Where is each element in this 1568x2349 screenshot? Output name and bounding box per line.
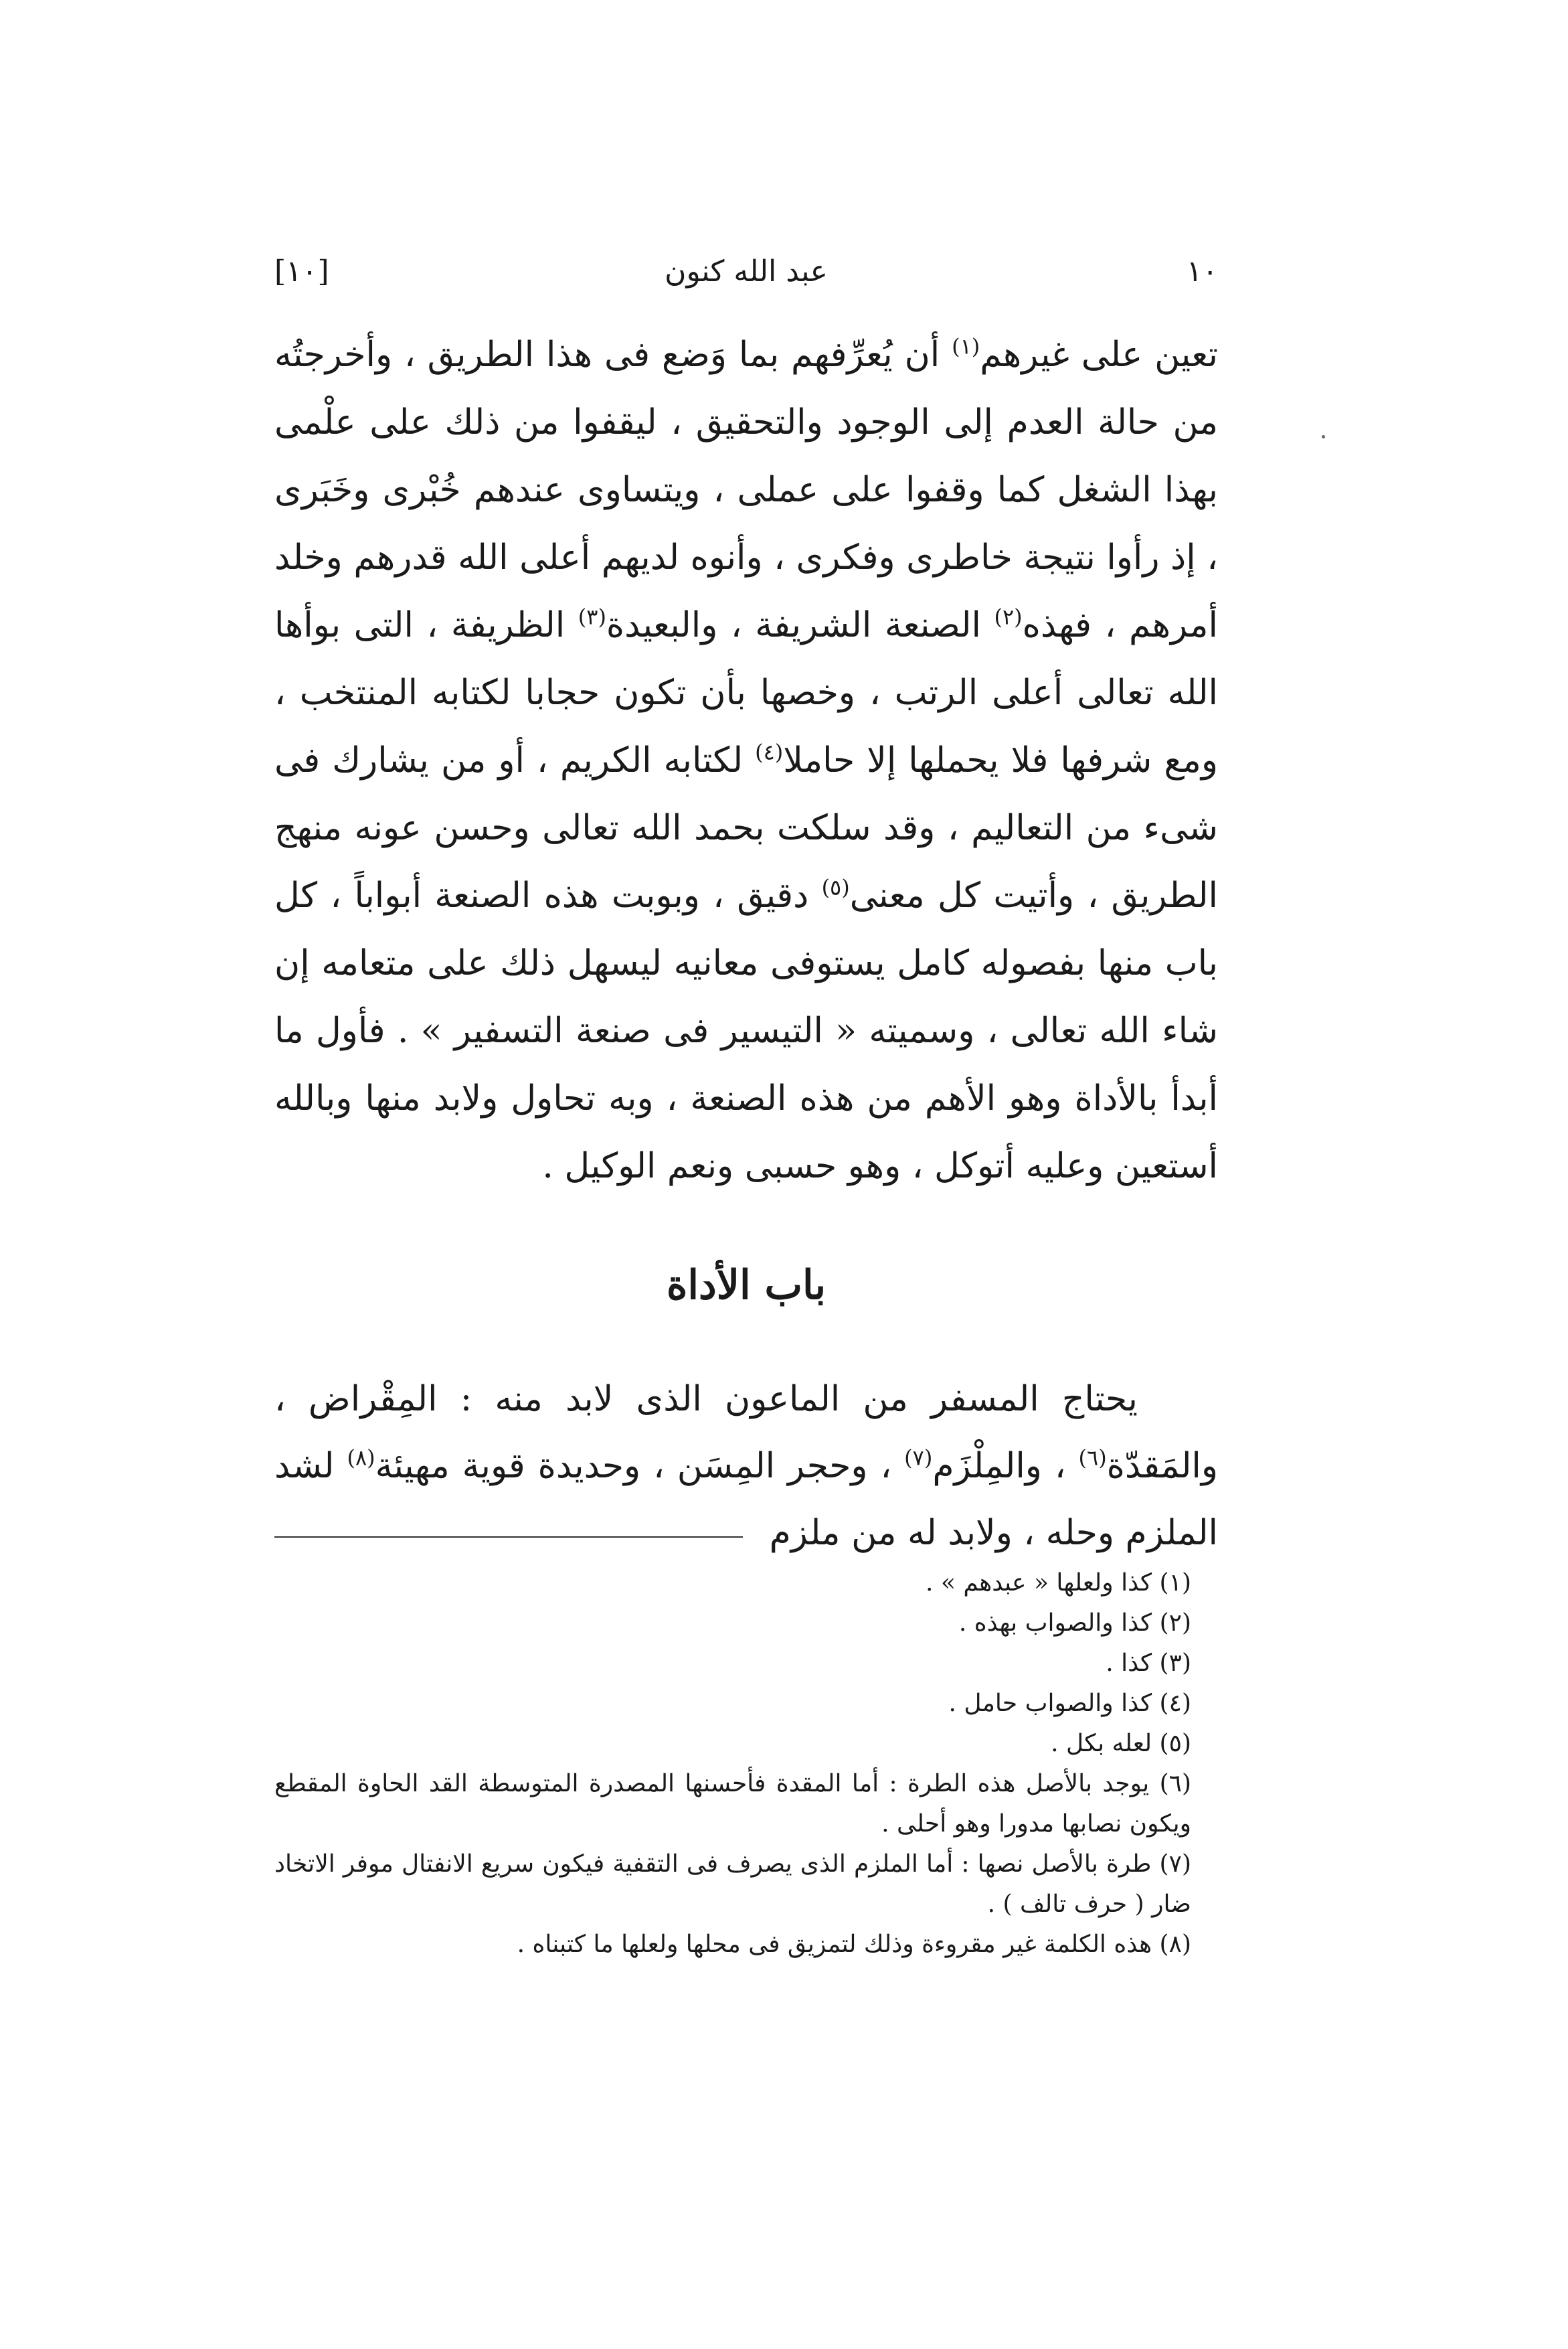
footnotes-list: [274, 1563, 1218, 1965]
scan-speck: [1322, 435, 1325, 438]
footnote-ref-7: (٧): [904, 1445, 933, 1471]
footnote-divider: [274, 1536, 743, 1538]
footnote-item: (٥) لعله بكل .: [1051, 1730, 1191, 1757]
text-run: ، والمِلْزَم: [932, 1446, 1079, 1486]
text-run: لكتابه الكريم ، أو من يشارك فى شىء من التعاليم ، وقد سلكت بحمد الله تعالى وحسن عونه منهج الطريق ، وأتيت كل معنى: [274, 740, 1218, 916]
footnote-ref-3: (٣): [578, 604, 606, 630]
text-run: ، وحجر المِسَن ، وحديدة قوية مهيئة: [375, 1446, 905, 1486]
chapter-title: باب الأداة: [666, 1262, 826, 1309]
page-number: ١٠: [1186, 254, 1218, 289]
page-header: [274, 254, 1218, 308]
text-run: أن يُعرِّفهم بما وَضع فى هذا الطريق ، وأخرجتُه من حالة العدم إلى الوجود والتحقيق ، ليقفوا من ذلك على علْمى بهذا الشغل كما وقفوا على عملى ، ويتساوى عندهم خُبْرى وخَبَرى ، إذ رأوا نتيجة خاطرى وفكرى ، وأنوه لديهم أعلى الله قدرهم وخلد أمرهم ، فهذه: [274, 335, 1218, 645]
footnote-item: (٨) هذه الكلمة غير مقروءة وذلك لتمزيق فى محلها ولعلها ما كتبناه .: [517, 1931, 1191, 1958]
text-run: الظريفة ، التى بوأها الله تعالى أعلى الرتب ، وخصها بأن تكون حجابا لكتابه المنتخب ، ومع شرفها فلا يحملها إلا حاملا: [274, 605, 1218, 781]
running-head-author: عبد الله كنون: [665, 254, 828, 289]
footnote-ref-4: (٤): [755, 739, 784, 765]
text-run: لشد الملزم وحله ، ولابد له من ملزم: [274, 1446, 1218, 1553]
text-run: دقيق ، وبوبت هذه الصنعة أبواباً ، كل باب منها بفصوله كامل يستوفى معانيه ليسهل ذلك على متعامه إن شاء الله تعالى ، وسميته « التيسير فى صنعة التسفير » . فأول ما أبدأ بالأداة وهو الأهم من هذه الصنعة ، وبه تحاول ولابد منها وبالله أستعين وعليه أتوكل ، وهو حسبى ونعم الوكيل .: [274, 876, 1218, 1186]
footnote-item: (١) كذا ولعلها « عبدهم » .: [925, 1569, 1191, 1597]
footnote-ref-8: (٨): [347, 1445, 375, 1471]
footnote-item: (٤) كذا والصواب حامل .: [948, 1690, 1191, 1717]
footnote-item: (٦) يوجد بالأصل هذه الطرة : أما المقدة فأحسنها المصدرة المتوسطة القد الحاوة المقطع ويكون نصابها مدورا وهو أحلى .: [274, 1770, 1191, 1838]
bracket-page-number: [١٠]: [274, 254, 329, 289]
footnote-ref-2: (٢): [994, 604, 1023, 630]
footnote-item: (٧) طرة بالأصل نصها : أما الملزم الذى يصرف فى التقفية فيكون سريع الانفتال موفر الاتخاد ضار ( حرف تالف ) .: [274, 1850, 1191, 1918]
footnote-item: (٣) كذا .: [1106, 1649, 1191, 1677]
footnote-ref-6: (٦): [1078, 1445, 1107, 1471]
text-run: يحتاج المسفر من الماعون الذى لابد منه : المِقْراض ، والمَقدّة: [274, 1379, 1218, 1486]
footnote-ref-1: (١): [952, 333, 980, 359]
footnote-item: (٢) كذا والصواب بهذه .: [958, 1609, 1191, 1637]
text-run: الصنعة الشريفة ، والبعيدة: [606, 605, 994, 645]
book-page: [274, 234, 1218, 2042]
footnote-ref-5: (٥): [821, 874, 850, 900]
intro-paragraph: [274, 321, 1218, 1200]
text-run: تعين على غيرهم: [980, 335, 1218, 375]
